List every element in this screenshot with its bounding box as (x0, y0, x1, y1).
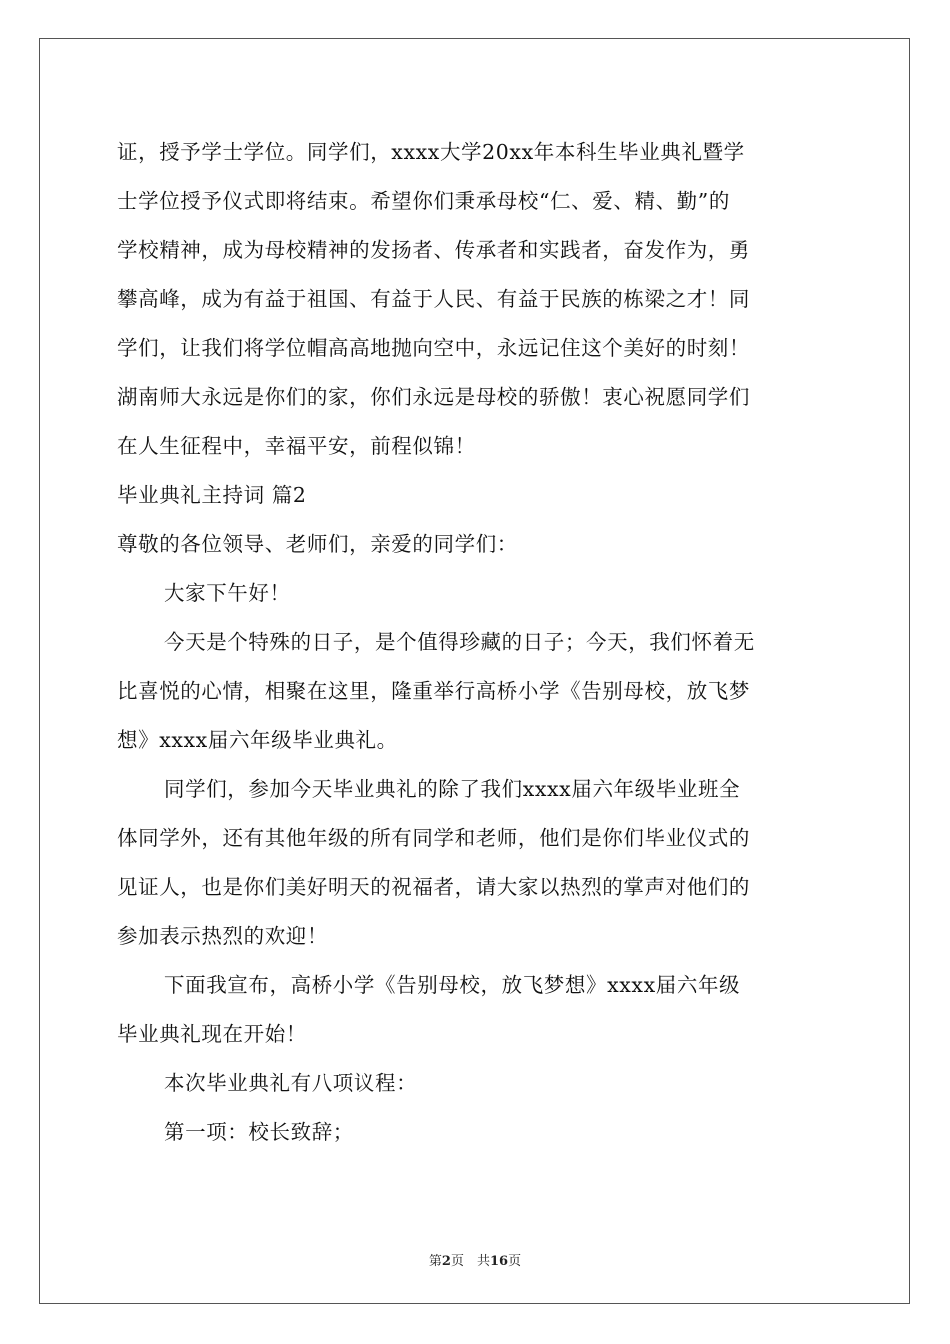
page-footer (0, 1250, 950, 1269)
footer-prefix: 第 (428, 1254, 442, 1269)
text-line: 毕业典礼现在开始！ (117, 1022, 307, 1046)
text-line: 参加表示热烈的欢迎！ (117, 924, 328, 948)
agenda-item: 第一项：校长致辞； (164, 1120, 354, 1144)
page-number-total: 16 (489, 1254, 509, 1269)
section-heading: 毕业典礼主持词 篇2 (117, 483, 307, 507)
document-body (117, 128, 833, 1157)
text-line: 学校精神，成为母校精神的发扬者、传承者和实践者，奋发作为，勇 (117, 238, 750, 262)
text-line: 体同学外，还有其他年级的所有同学和老师，他们是你们毕业仪式的 (117, 826, 750, 850)
text-line: 湖南师大永远是你们的家，你们永远是母校的骄傲！衷心祝愿同学们 (117, 385, 750, 409)
text-line: 在人生征程中，幸福平安，前程似锦！ (117, 434, 476, 458)
footer-suffix: 页 (508, 1254, 522, 1269)
text-line: 比喜悦的心情，相聚在这里，隆重举行高桥小学《告别母校，放飞梦 (117, 679, 750, 703)
text-line: 想》xxxx届六年级毕业典礼。 (117, 728, 398, 752)
page-number-current: 2 (441, 1254, 451, 1269)
salutation: 尊敬的各位领导、老师们，亲爱的同学们： (117, 532, 518, 556)
text-line: 本次毕业典礼有八项议程： (164, 1071, 418, 1095)
footer-mid: 页 共 (450, 1254, 490, 1269)
text-line: 学们，让我们将学位帽高高地抛向空中，永远记住这个美好的时刻！ (117, 336, 750, 360)
text-line: 同学们，参加今天毕业典礼的除了我们xxxx届六年级毕业班全 (164, 777, 741, 801)
text-line: 今天是个特殊的日子，是个值得珍藏的日子；今天，我们怀着无 (164, 630, 755, 654)
greeting: 大家下午好！ (164, 581, 291, 605)
text-line: 攀高峰，成为有益于祖国、有益于人民、有益于民族的栋梁之才！同 (117, 287, 750, 311)
text-line: 下面我宣布，高桥小学《告别母校，放飞梦想》xxxx届六年级 (164, 973, 741, 997)
text-line: 见证人，也是你们美好明天的祝福者，请大家以热烈的掌声对他们的 (117, 875, 750, 899)
text-line: 证，授予学士学位。同学们，xxxx大学20xx年本科生毕业典礼暨学 (117, 140, 745, 164)
text-line: 士学位授予仪式即将结束。希望你们秉承母校“仁、爱、精、勤”的 (117, 189, 730, 213)
